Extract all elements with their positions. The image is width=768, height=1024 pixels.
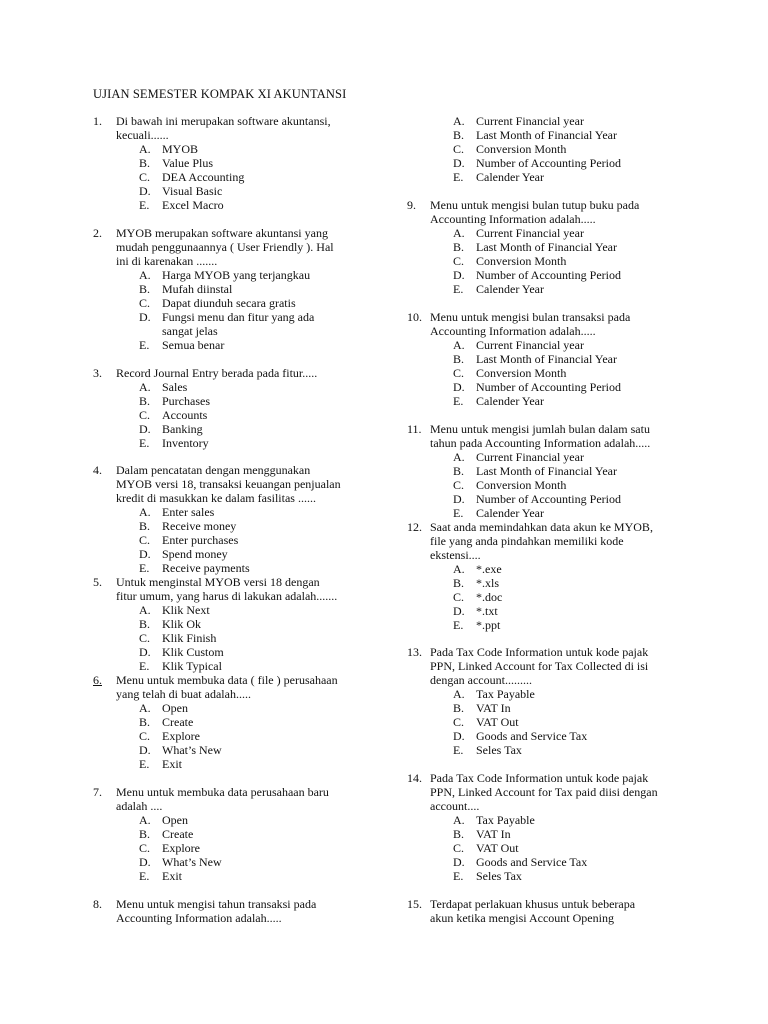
answer-option: [453, 590, 502, 604]
option-text: Exit: [162, 869, 182, 883]
option-text: Goods and Service Tax: [476, 729, 588, 743]
option-text: Sales: [162, 380, 188, 394]
answer-options: [453, 114, 621, 184]
question-text-line: account....: [430, 799, 480, 813]
question-text-line: kecuali......: [116, 128, 169, 142]
option-text: Tax Payable: [476, 687, 535, 701]
option-letter: E.: [139, 198, 150, 212]
question-number: 15.: [407, 897, 422, 911]
answer-options: [453, 813, 587, 883]
option-text: Last Month of Financial Year: [476, 128, 617, 142]
option-text: *.xls: [476, 576, 500, 590]
question-text-line: kredit di masukkan ke dalam fasilitas ......: [116, 491, 316, 505]
option-letter: C.: [453, 142, 465, 156]
answer-option: [139, 282, 314, 296]
answer-option: [453, 841, 587, 855]
answer-option: [139, 659, 224, 673]
question-text: [430, 897, 635, 925]
answer-options: [139, 813, 222, 883]
option-letter: C.: [139, 296, 151, 310]
answer-options: [139, 701, 222, 771]
option-letter: C.: [453, 841, 465, 855]
option-text: Accounts: [162, 408, 208, 422]
option-letter: D.: [139, 645, 151, 659]
answer-option: [139, 561, 250, 575]
option-letter: C.: [139, 631, 151, 645]
option-letter: A.: [453, 114, 465, 128]
option-letter: A.: [139, 268, 151, 282]
question-text-line: MYOB versi 18, transaksi keuangan penjualan: [116, 477, 341, 491]
answer-option: [139, 869, 222, 883]
question-text: [116, 785, 329, 813]
option-text: *.exe: [476, 562, 502, 576]
option-letter: C.: [139, 533, 151, 547]
question-text: [116, 226, 334, 268]
answer-option: [139, 296, 314, 310]
answer-option: [453, 142, 621, 156]
answer-option: [139, 533, 250, 547]
question-number: 5.: [93, 575, 102, 589]
option-letter: A.: [453, 813, 465, 827]
option-text: DEA Accounting: [162, 170, 245, 184]
answer-option: [453, 268, 621, 282]
option-text: Current Financial year: [476, 450, 584, 464]
option-letter: D.: [139, 184, 151, 198]
option-letter: D.: [453, 855, 465, 869]
option-text: VAT Out: [476, 715, 519, 729]
option-letter: B.: [453, 701, 465, 715]
option-letter: B.: [453, 352, 465, 366]
option-letter: D.: [453, 380, 465, 394]
answer-option: [453, 338, 621, 352]
question-number: 2.: [93, 226, 102, 240]
answer-options: [139, 603, 224, 673]
option-text: Klik Finish: [162, 631, 217, 645]
question-text-line: Menu untuk mengisi bulan tutup buku pada: [430, 198, 640, 212]
option-text: Mufah diinstal: [162, 282, 233, 296]
option-text: What’s New: [162, 743, 222, 757]
option-text: Dapat diunduh secara gratis: [162, 296, 296, 310]
option-text: Exit: [162, 757, 182, 771]
question-text-line: Accounting Information adalah.....: [116, 911, 282, 925]
answer-options: [453, 450, 621, 520]
question-text-line: mudah penggunaannya ( User Friendly ). Hal: [116, 240, 334, 254]
question-number: 7.: [93, 785, 102, 799]
question-text-line: yang telah di buat adalah.....: [116, 687, 251, 701]
option-text: VAT In: [476, 701, 511, 715]
question-text-line: Pada Tax Code Information untuk kode pajak: [430, 771, 649, 785]
option-text: What’s New: [162, 855, 222, 869]
option-text: Last Month of Financial Year: [476, 352, 617, 366]
option-text: Enter sales: [162, 505, 215, 519]
answer-option: [139, 422, 210, 436]
option-text: *.doc: [476, 590, 503, 604]
question-text: [430, 198, 639, 226]
option-text: Current Financial year: [476, 226, 584, 240]
option-letter: E.: [139, 869, 150, 883]
answer-option: [139, 142, 244, 156]
answer-option: [453, 450, 621, 464]
option-text: Conversion Month: [476, 366, 567, 380]
option-text: Calender Year: [476, 506, 544, 520]
option-text: *.txt: [476, 604, 498, 618]
option-letter: E.: [453, 618, 464, 632]
question-text-line: ekstensi....: [430, 548, 481, 562]
answer-option: [139, 855, 222, 869]
question-text-line: file yang anda pindahkan memiliki kode: [430, 534, 624, 548]
question-text-line: Terdapat perlakuan khusus untuk beberapa: [430, 897, 636, 911]
answer-option: [453, 492, 621, 506]
answer-option: [139, 743, 222, 757]
question-text-line: Accounting Information adalah.....: [430, 324, 596, 338]
option-letter: A.: [453, 562, 465, 576]
option-text: Current Financial year: [476, 338, 584, 352]
answer-option: [453, 156, 621, 170]
answer-option: [453, 380, 621, 394]
option-text: Spend money: [162, 547, 228, 561]
option-letter: D.: [453, 492, 465, 506]
option-letter: B.: [139, 519, 151, 533]
option-text: Number of Accounting Period: [476, 156, 621, 170]
answer-option: [453, 114, 621, 128]
question-text-line: ini di karenakan .......: [116, 254, 218, 268]
option-letter: B.: [139, 827, 151, 841]
answer-option: [453, 170, 621, 184]
option-letter: C.: [453, 478, 465, 492]
question-text: [430, 520, 653, 562]
option-letter: B.: [139, 156, 151, 170]
option-letter: E.: [453, 282, 464, 296]
option-letter: C.: [139, 408, 151, 422]
answer-option: [453, 701, 587, 715]
option-letter: C.: [139, 841, 151, 855]
question-text: [116, 897, 316, 925]
option-letter: B.: [453, 464, 465, 478]
answer-option: [139, 310, 314, 324]
option-text: Value Plus: [162, 156, 213, 170]
option-letter: A.: [139, 380, 151, 394]
question-text-line: Di bawah ini merupakan software akuntansi,: [116, 114, 331, 128]
answer-option: [453, 827, 587, 841]
answer-option: [139, 170, 244, 184]
option-text: Current Financial year: [476, 114, 584, 128]
option-text: Open: [162, 813, 188, 827]
question-number: 6.: [93, 673, 102, 687]
answer-option: [453, 715, 587, 729]
option-text: Number of Accounting Period: [476, 492, 621, 506]
option-text: Inventory: [162, 436, 209, 450]
question-text-line: Menu untuk membuka data ( file ) perusahaan: [116, 673, 338, 687]
option-letter: D.: [139, 743, 151, 757]
question-text-line: Accounting Information adalah.....: [430, 212, 596, 226]
option-text: sangat jelas: [162, 324, 218, 338]
question-number: 4.: [93, 463, 102, 477]
option-letter: B.: [139, 282, 151, 296]
option-letter: B.: [139, 617, 151, 631]
option-letter: D.: [453, 604, 465, 618]
question-text: [116, 463, 341, 505]
question-text-line: tahun pada Accounting Information adalah.....: [430, 436, 651, 450]
answer-option: [139, 324, 314, 338]
answer-option: [139, 645, 224, 659]
answer-option: [139, 519, 250, 533]
option-text: Receive payments: [162, 561, 250, 575]
option-letter: C.: [453, 590, 465, 604]
question-number: 14.: [407, 771, 422, 785]
answer-option: [139, 156, 244, 170]
answer-option: [139, 184, 244, 198]
question-text-line: PPN, Linked Account for Tax paid diisi dengan: [430, 785, 658, 799]
option-text: VAT Out: [476, 841, 519, 855]
question-number: 3.: [93, 366, 102, 380]
answer-options: [139, 268, 314, 352]
answer-option: [139, 757, 222, 771]
answer-option: [453, 226, 621, 240]
option-text: Calender Year: [476, 394, 544, 408]
option-letter: B.: [139, 715, 151, 729]
question-number: 13.: [407, 645, 422, 659]
answer-options: [453, 338, 621, 408]
option-text: Seles Tax: [476, 869, 522, 883]
option-letter: A.: [453, 226, 465, 240]
question-text-line: Menu untuk mengisi jumlah bulan dalam satu: [430, 422, 650, 436]
answer-option: [453, 813, 587, 827]
question-text-line: Saat anda memindahkan data akun ke MYOB,: [430, 520, 653, 534]
option-letter: D.: [453, 729, 465, 743]
option-text: Klik Ok: [162, 617, 201, 631]
option-letter: D.: [453, 156, 465, 170]
answer-option: [139, 729, 222, 743]
option-letter: A.: [139, 505, 151, 519]
question-number: 9.: [407, 198, 416, 212]
option-text: Klik Typical: [162, 659, 222, 673]
option-text: Create: [162, 715, 194, 729]
option-text: Klik Custom: [162, 645, 224, 659]
option-text: Explore: [162, 841, 200, 855]
answer-option: [139, 380, 210, 394]
answer-option: [453, 869, 587, 883]
option-text: Last Month of Financial Year: [476, 464, 617, 478]
answer-option: [453, 478, 621, 492]
option-text: Number of Accounting Period: [476, 268, 621, 282]
option-letter: A.: [139, 142, 151, 156]
question-text-line: Menu untuk membuka data perusahaan baru: [116, 785, 329, 799]
option-text: Receive money: [162, 519, 237, 533]
question-number: 8.: [93, 897, 102, 911]
option-text: Conversion Month: [476, 478, 567, 492]
option-letter: B.: [453, 128, 465, 142]
option-text: Banking: [162, 422, 203, 436]
answer-option: [139, 631, 224, 645]
question-text: [116, 114, 331, 142]
answer-option: [139, 505, 250, 519]
question-text-line: Dalam pencatatan dengan menggunakan: [116, 463, 311, 477]
answer-option: [139, 198, 244, 212]
option-letter: D.: [139, 547, 151, 561]
answer-option: [453, 618, 502, 632]
option-text: Calender Year: [476, 282, 544, 296]
answer-option: [139, 408, 210, 422]
option-text: Fungsi menu dan fitur yang ada: [162, 310, 315, 324]
answer-options: [453, 562, 502, 632]
question-text-line: Pada Tax Code Information untuk kode pajak: [430, 645, 649, 659]
question-text-line: Record Journal Entry berada pada fitur.....: [116, 366, 318, 380]
question-text-line: MYOB merupakan software akuntansi yang: [116, 226, 328, 240]
answer-option: [139, 813, 222, 827]
question-text: [430, 771, 658, 813]
option-letter: C.: [139, 170, 151, 184]
answer-option: [453, 240, 621, 254]
option-letter: A.: [453, 450, 465, 464]
answer-option: [453, 506, 621, 520]
option-letter: E.: [453, 170, 464, 184]
option-letter: B.: [453, 576, 465, 590]
answer-option: [453, 855, 587, 869]
option-letter: C.: [453, 715, 465, 729]
option-letter: E.: [453, 869, 464, 883]
question-text-line: Menu untuk mengisi bulan transaksi pada: [430, 310, 631, 324]
answer-option: [139, 715, 222, 729]
question-text-line: dengan account.........: [430, 673, 532, 687]
option-text: Visual Basic: [162, 184, 223, 198]
option-text: Last Month of Financial Year: [476, 240, 617, 254]
answer-option: [139, 436, 210, 450]
question-text-line: akun ketika mengisi Account Opening: [430, 911, 614, 925]
option-letter: B.: [453, 827, 465, 841]
answer-option: [453, 394, 621, 408]
answer-options: [139, 505, 250, 575]
answer-option: [139, 841, 222, 855]
answer-option: [453, 687, 587, 701]
option-letter: A.: [453, 687, 465, 701]
question-number: 10.: [407, 310, 422, 324]
question-text: [430, 645, 648, 687]
option-letter: E.: [139, 338, 150, 352]
option-letter: D.: [139, 422, 151, 436]
answer-option: [453, 352, 621, 366]
option-text: Calender Year: [476, 170, 544, 184]
option-text: Purchases: [162, 394, 210, 408]
option-letter: A.: [139, 701, 151, 715]
option-letter: D.: [139, 310, 151, 324]
question-text-line: PPN, Linked Account for Tax Collected di isi: [430, 659, 649, 673]
option-text: Conversion Month: [476, 254, 567, 268]
option-letter: A.: [453, 338, 465, 352]
option-letter: E.: [453, 743, 464, 757]
option-letter: B.: [139, 394, 151, 408]
answer-option: [453, 743, 587, 757]
option-letter: C.: [453, 254, 465, 268]
option-text: Tax Payable: [476, 813, 535, 827]
option-letter: E.: [139, 436, 150, 450]
option-letter: E.: [139, 561, 150, 575]
answer-option: [139, 617, 224, 631]
option-text: Excel Macro: [162, 198, 224, 212]
option-text: VAT In: [476, 827, 511, 841]
answer-option: [139, 701, 222, 715]
option-letter: B.: [453, 240, 465, 254]
option-text: MYOB: [162, 142, 199, 156]
option-text: Klik Next: [162, 603, 210, 617]
question-number: 11.: [407, 422, 422, 436]
option-text: *.ppt: [476, 618, 501, 632]
answer-options: [139, 142, 244, 212]
answer-option: [453, 464, 621, 478]
answer-option: [139, 268, 314, 282]
option-letter: D.: [139, 855, 151, 869]
answer-option: [139, 338, 314, 352]
answer-option: [453, 604, 502, 618]
question-text: [116, 673, 338, 701]
answer-options: [139, 380, 210, 450]
option-text: Goods and Service Tax: [476, 855, 588, 869]
answer-option: [453, 562, 502, 576]
question-text-line: Untuk menginstal MYOB versi 18 dengan: [116, 575, 320, 589]
question-text-line: adalah ....: [116, 799, 163, 813]
option-text: Harga MYOB yang terjangkau: [162, 268, 311, 282]
option-letter: A.: [139, 603, 151, 617]
option-letter: E.: [139, 659, 150, 673]
option-letter: A.: [139, 813, 151, 827]
question-text: [116, 366, 317, 380]
exam-title: UJIAN SEMESTER KOMPAK XI AKUNTANSI: [93, 87, 347, 101]
option-text: Conversion Month: [476, 142, 567, 156]
question-number: 1.: [93, 114, 102, 128]
answer-option: [453, 282, 621, 296]
answer-option: [139, 394, 210, 408]
answer-option: [139, 603, 224, 617]
option-letter: E.: [139, 757, 150, 771]
question-text-line: fitur umum, yang harus di lakukan adalah.......: [116, 589, 338, 603]
answer-option: [139, 547, 250, 561]
question-text: [430, 310, 630, 338]
answer-options: [453, 226, 621, 296]
option-text: Explore: [162, 729, 200, 743]
answer-option: [453, 254, 621, 268]
question-number: 12.: [407, 520, 422, 534]
option-text: Seles Tax: [476, 743, 522, 757]
answer-option: [453, 128, 621, 142]
option-letter: D.: [453, 268, 465, 282]
option-text: Open: [162, 701, 188, 715]
option-text: Enter purchases: [162, 533, 239, 547]
option-text: Semua benar: [162, 338, 225, 352]
question-text: [430, 422, 650, 450]
answer-option: [453, 729, 587, 743]
option-text: Number of Accounting Period: [476, 380, 621, 394]
option-letter: C.: [453, 366, 465, 380]
answer-options: [453, 687, 587, 757]
option-letter: C.: [139, 729, 151, 743]
option-letter: E.: [453, 394, 464, 408]
question-text-line: Menu untuk mengisi tahun transaksi pada: [116, 897, 317, 911]
question-text: [116, 575, 337, 603]
option-text: Create: [162, 827, 194, 841]
answer-option: [453, 366, 621, 380]
option-letter: E.: [453, 506, 464, 520]
answer-option: [139, 827, 222, 841]
answer-option: [453, 576, 502, 590]
